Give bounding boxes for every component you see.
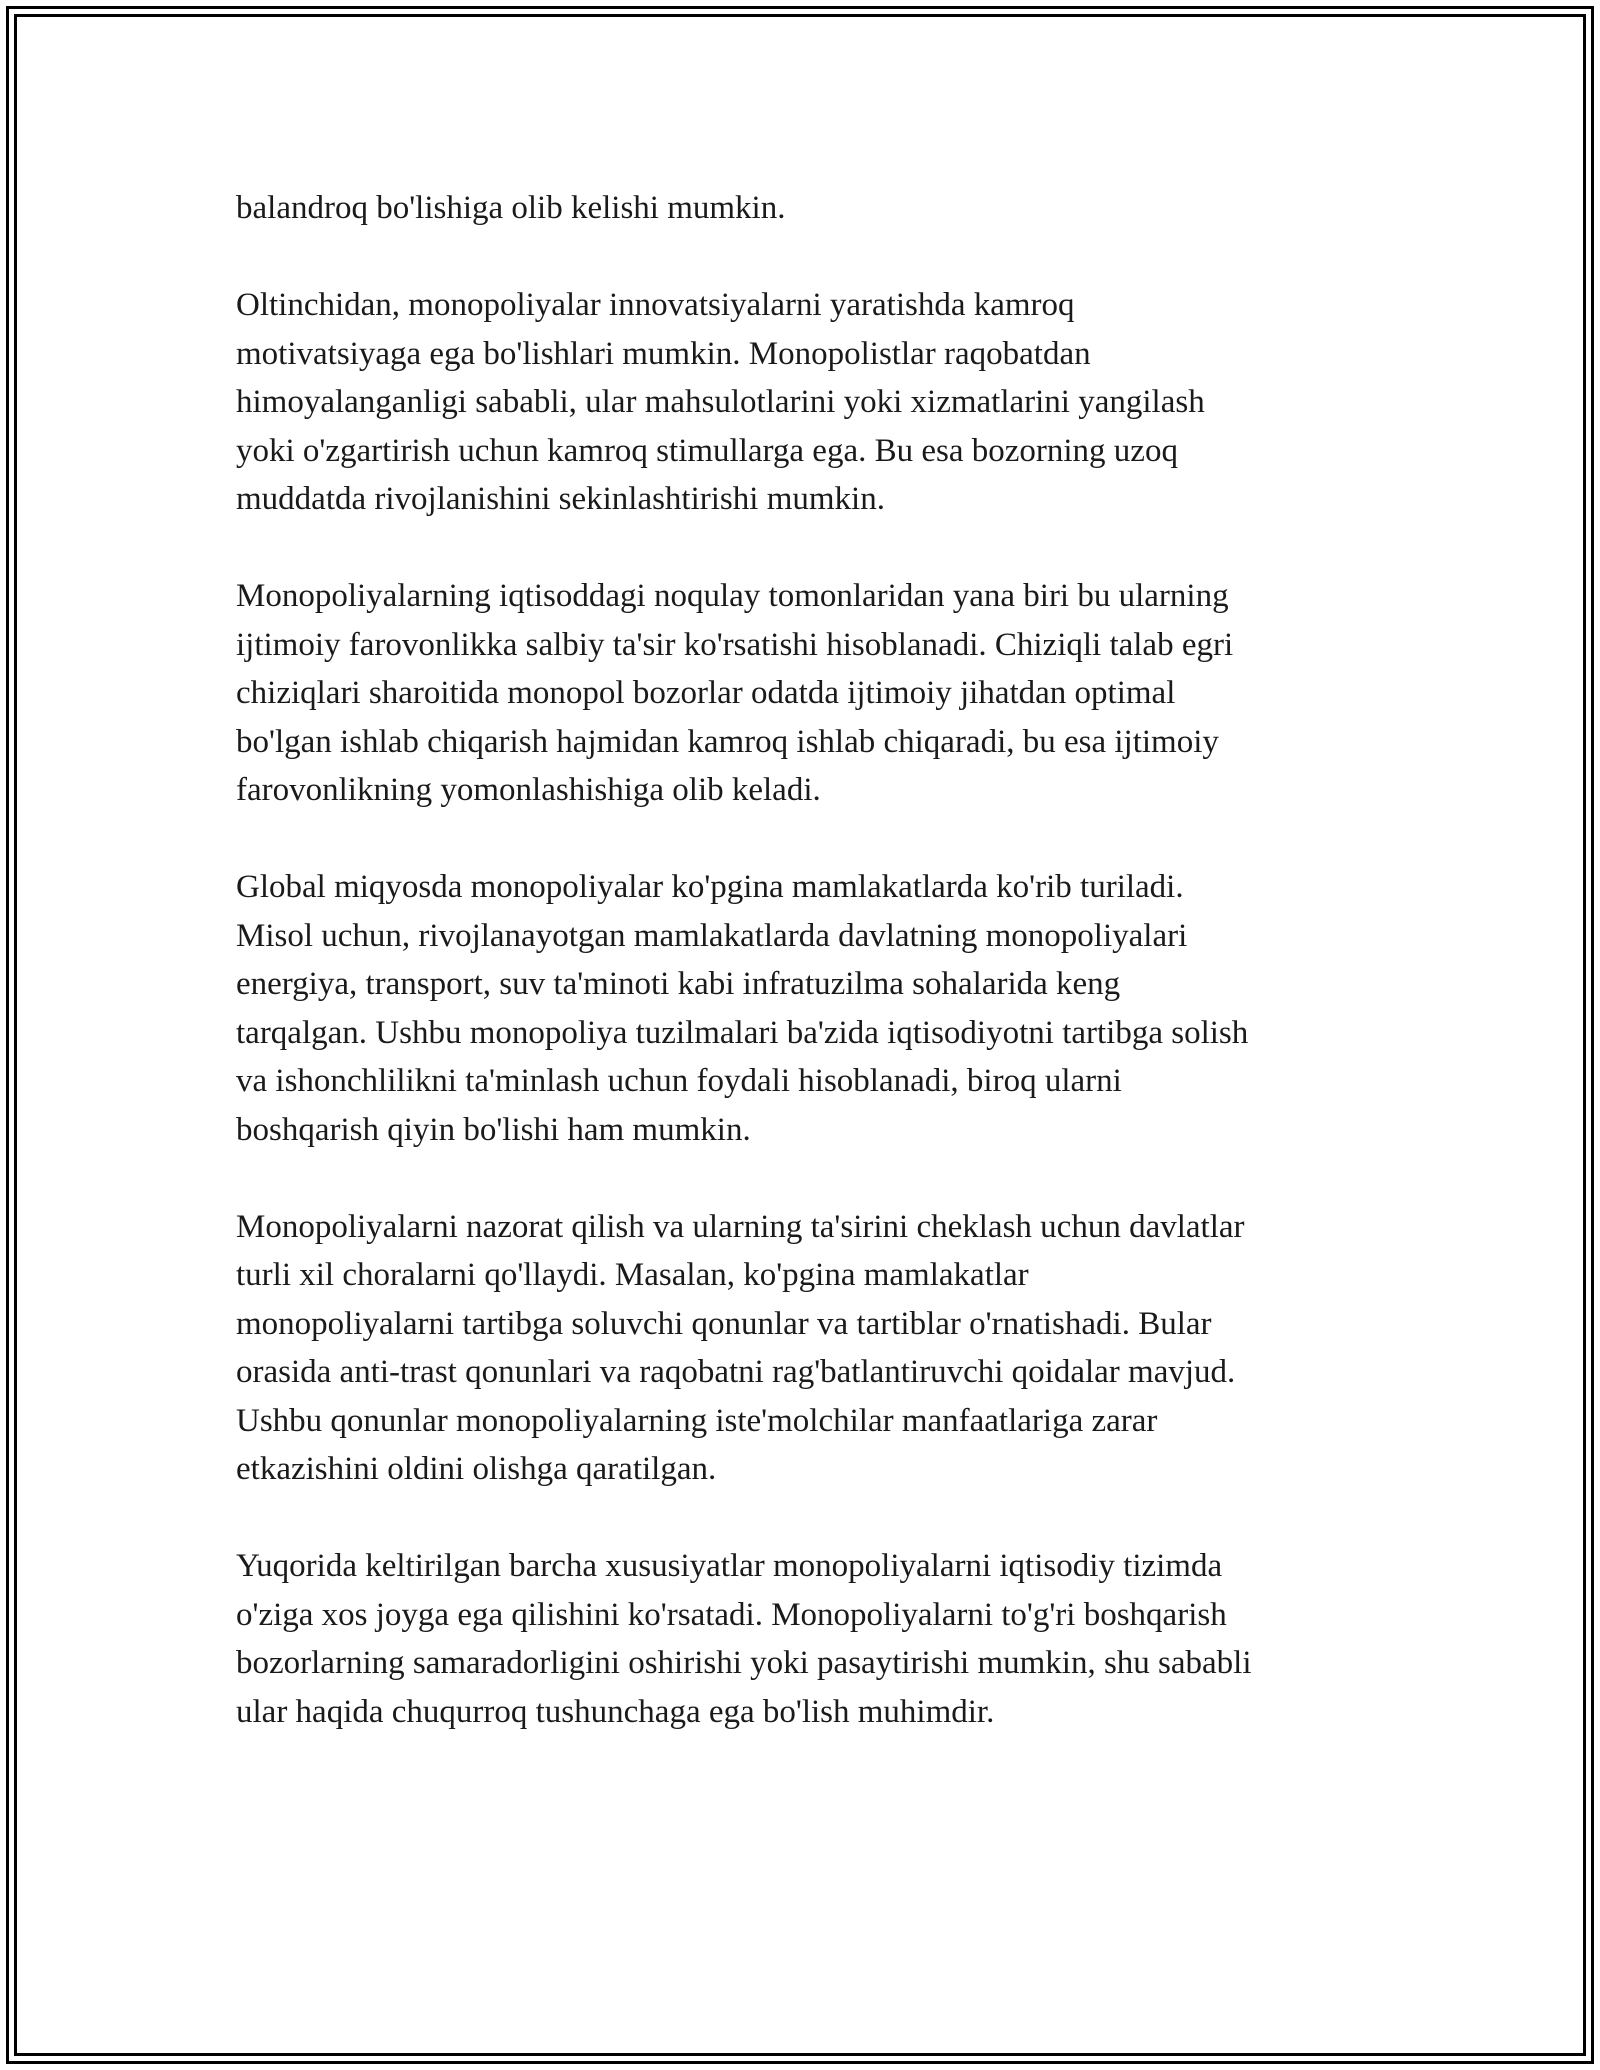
- text-line: o'ziga xos joyga ega qilishini ko'rsatadi. Monopoliyalarni to'g'ri boshqarish: [236, 1596, 1227, 1633]
- text-line: Oltinchidan, monopoliyalar innovatsiyalarni yaratishda kamroq: [236, 287, 1075, 323]
- text-line: ijtimoiy farovonlikka salbiy ta'sir ko'rsatishi hisoblanadi. Chiziqli talab egri: [236, 626, 1234, 663]
- text-line: Monopoliyalarni nazorat qilish va ularning ta'sirini cheklash uchun davlatlar: [236, 1208, 1245, 1245]
- text-line: tarqalgan. Ushbu monopoliya tuzilmalari ba'zida iqtisodiyotni tartibga solish: [236, 1014, 1249, 1051]
- text-line: turli xil choralarni qo'llaydi. Masalan, ko'pgina mamlakatlar: [236, 1257, 1029, 1293]
- text-line: muddatda rivojlanishini sekinlashtirishi mumkin.: [236, 481, 885, 517]
- text-line: etkazishini oldini olishga qaratilgan.: [236, 1451, 717, 1487]
- text-line: yoki o'zgartirish uchun kamroq stimullarga ega. Bu esa bozorning uzoq: [236, 432, 1178, 469]
- text-line: ular haqida chuqurroq tushunchaga ega bo'lish muhimdir.: [236, 1693, 995, 1730]
- text-line: motivatsiyaga ega bo'lishlari mumkin. Monopolistlar raqobatdan: [236, 335, 1091, 372]
- text-line: Misol uchun, rivojlanayotgan mamlakatlarda davlatning monopoliyalari: [236, 917, 1188, 954]
- paragraph-1: [236, 184, 1386, 233]
- text-line: farovonlikning yomonlashishiga olib keladi.: [236, 772, 821, 808]
- text-line: monopoliyalarni tartibga soluvchi qonunlar va tartiblar o'rnatishadi. Bular: [236, 1305, 1212, 1342]
- text-line: Yuqorida keltirilgan barcha xususiyatlar monopoliyalarni iqtisodiy tizimda: [236, 1548, 1223, 1584]
- text-line: orasida anti-trast qonunlari va raqobatni rag'batlantiruvchi qoidalar mavjud.: [236, 1354, 1236, 1390]
- paragraph-6: [236, 1542, 1386, 1736]
- text-line: Ushbu qonunlar monopoliyalarning iste'molchilar manfaatlariga zarar: [236, 1402, 1158, 1439]
- text-line: chiziqlari sharoitida monopol bozorlar odatda ijtimoiy jihatdan optimal: [236, 675, 1176, 711]
- paragraph-3: [236, 572, 1386, 815]
- paragraph-5: [236, 1203, 1386, 1494]
- text-line: Monopoliyalarning iqtisoddagi noqulay tomonlaridan yana biri bu ularning: [236, 578, 1229, 614]
- text-line: himoyalanganligi sababli, ular mahsulotlarini yoki xizmatlarini yangilash: [236, 384, 1205, 420]
- text-line: boshqarish qiyin bo'lishi ham mumkin.: [236, 1111, 751, 1148]
- paragraph-2: [236, 281, 1386, 524]
- text-line: balandroq bo'lishiga olib kelishi mumkin.: [236, 190, 786, 226]
- text-line: bo'lgan ishlab chiqarish hajmidan kamroq ishlab chiqaradi, bu esa ijtimoiy: [236, 723, 1219, 760]
- text-line: va ishonchlilikni ta'minlash uchun foydali hisoblanadi, biroq ularni: [236, 1063, 1122, 1099]
- text-line: Global miqyosda monopoliyalar ko'pgina mamlakatlarda ko'rib turiladi.: [236, 869, 1184, 905]
- text-line: energiya, transport, suv ta'minoti kabi infratuzilma sohalarida keng: [236, 966, 1121, 1002]
- document-body: [236, 184, 1386, 1785]
- text-line: bozorlarning samaradorligini oshirishi yoki pasaytirishi mumkin, shu sababli: [236, 1645, 1252, 1681]
- paragraph-4: [236, 863, 1386, 1154]
